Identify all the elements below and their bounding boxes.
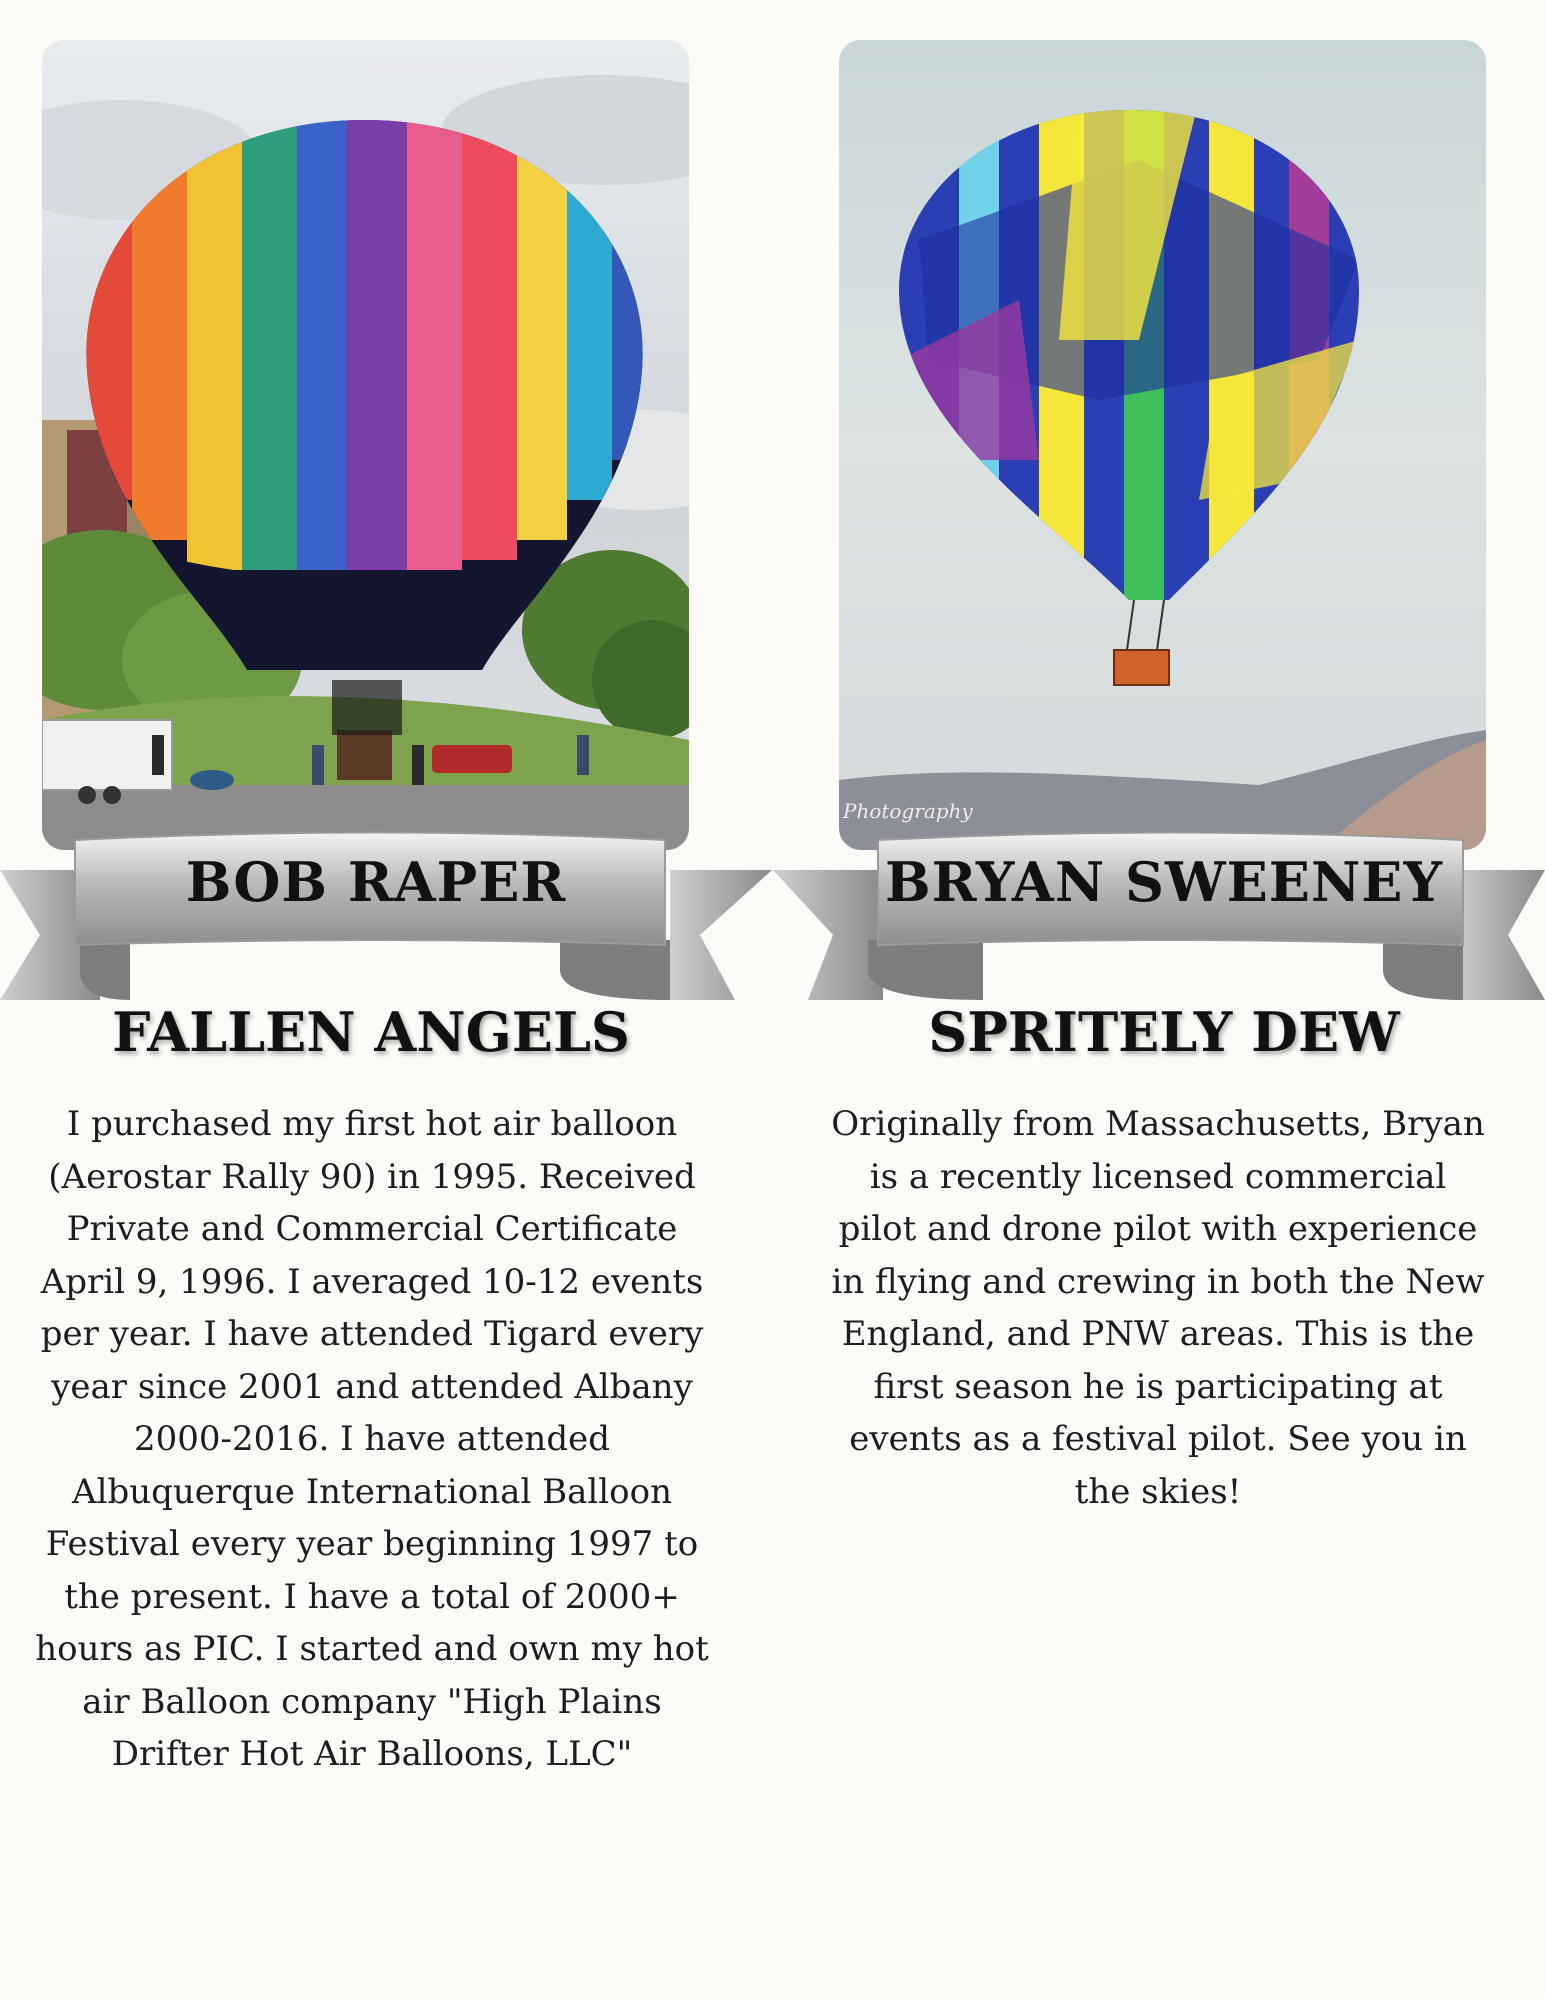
pilot-card-bob-raper — [0, 0, 772, 1999]
pilot-name: BOB RAPER — [185, 850, 567, 914]
balloon-photo-spritely-dew — [839, 40, 1486, 850]
name-ribbon — [0, 820, 772, 1005]
pilot-card-bryan-sweeney — [773, 0, 1545, 1999]
balloon-name: SPRITELY DEW — [928, 1000, 1400, 1064]
balloon-name: FALLEN ANGELS — [112, 1000, 630, 1064]
pilot-bio: I purchased my first hot air balloon (Aerostar Rally 90) in 1995. Received Private and Commercial Certificate April 9, 1996. I averaged 10-12 events per year. I have attended Tigard every year since 2001 and attended Albany 2000-2016. I have attended Albuquerque International Balloon Festival every year beginning 1997 to the present. I have a total of 2000+ hours as PIC. I started and own my hot air Balloon company "High Plains Drifter Hot Air Balloons, LLC" — [35, 1104, 709, 1774]
photo-watermark: Photography — [843, 799, 973, 823]
pilot-name: BRYAN SWEENEY — [884, 850, 1444, 914]
balloon-photo-fallen-angels — [42, 40, 689, 850]
name-ribbon — [773, 820, 1545, 1005]
pilot-bio: Originally from Massachusetts, Bryan is a recently licensed commercial pilot and drone pilot with experience in flying and crewing in both the New England, and PNW areas. This is the first season he is participating at events as a festival pilot. See you in the skies! — [831, 1104, 1485, 1512]
